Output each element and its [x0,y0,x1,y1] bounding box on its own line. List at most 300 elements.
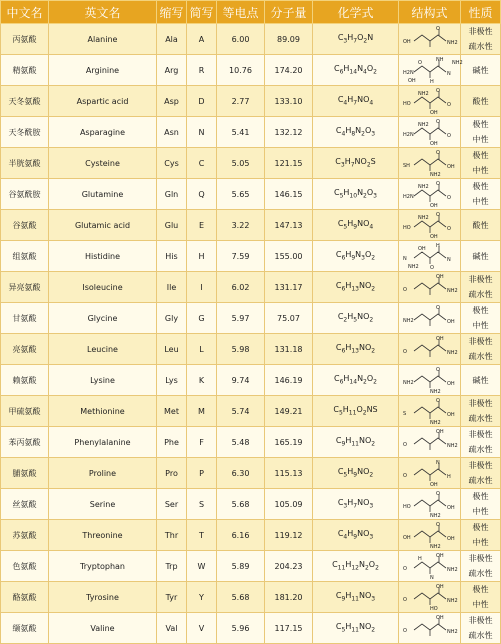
structure-atom-label: O [446,195,451,201]
abbr1-cell: M [187,396,217,427]
property-cell [461,396,501,427]
structure-atom-label: OH [417,246,426,252]
structure-cell [399,86,461,117]
structure-atom-label: OH [435,274,444,280]
formula-cell: $C_{11}H_{12}N_2O_2$ [313,551,399,582]
isoelectric-point-cell: 9.74 [217,365,265,396]
amino-acid-row [1,24,501,55]
structure-atom-label: OH [429,234,438,240]
cn-name-cell: 组氨酸 [1,241,49,272]
en-name-cell: Phenylalanine [49,427,157,458]
cn-name-cell: 谷氨酰胺 [1,179,49,210]
amino-acid-row [1,427,501,458]
header-property: 性质 [461,1,501,24]
amino-acid-row [1,334,501,365]
header-abbr3: 缩写 [157,1,187,24]
structure-atom-label: OH [435,584,444,590]
amino-acid-row [1,458,501,489]
abbr3-cell: Glu [157,210,187,241]
structure-atom-label: HO [402,225,411,231]
structure-atom-label: OH [429,110,438,116]
structure-cell [399,520,461,551]
property-tag: 中性 [472,166,489,175]
isoelectric-point-cell: 10.76 [217,55,265,86]
structure-atom-label: NH2 [429,172,441,178]
amino-acid-row [1,365,501,396]
structure-diagram [400,242,460,270]
header-molecular-weight: 分子量 [265,1,313,24]
amino-acid-row [1,303,501,334]
property-cell [461,520,501,551]
property-tag: 碱性 [472,251,489,261]
structure-diagram [400,180,460,208]
structure-atom-label: O [435,181,440,187]
abbr3-cell: Ser [157,489,187,520]
structure-diagram [400,149,460,177]
structure-diagram [400,87,460,115]
abbr1-cell: A [187,24,217,55]
structure-cell [399,179,461,210]
structure-atom-label: O [402,442,407,448]
structure-diagram [400,397,460,425]
header-cn-name: 中文名 [1,1,49,24]
en-name-cell: Aspartic acid [49,86,157,117]
molecular-weight-cell: 146.19 [265,365,313,396]
molecular-weight-cell: 155.00 [265,241,313,272]
en-name-cell: Leucine [49,334,157,365]
structure-cell [399,272,461,303]
amino-acid-row [1,551,501,582]
structure-atom-label: S [402,411,406,417]
structure-diagram [400,459,460,487]
abbr1-cell: F [187,427,217,458]
property-tag: 非极性 [468,461,493,470]
molecular-weight-cell: 105.09 [265,489,313,520]
molecular-weight-cell: 133.10 [265,86,313,117]
property-tag: 极性 [472,120,489,129]
cn-name-cell: 赖氨酸 [1,365,49,396]
structure-atom-label: OH [435,615,444,621]
structure-atom-label: N [446,257,451,263]
property-cell [461,24,501,55]
abbr3-cell: Met [157,396,187,427]
structure-atom-label: OH [429,482,438,488]
molecular-weight-cell: 181.20 [265,582,313,613]
structure-cell [399,117,461,148]
property-tag: 极性 [472,523,489,532]
structure-atom-label: O [402,287,407,293]
property-cell [461,117,501,148]
structure-diagram [400,304,460,332]
structure-atom-label: H [435,243,440,249]
structure-atom-label: OH [446,412,455,418]
abbr1-cell: D [187,86,217,117]
property-tag: 疏水性 [468,352,493,361]
abbr3-cell: Asp [157,86,187,117]
molecular-weight-cell: 117.15 [265,613,313,644]
property-tag: 疏水性 [468,569,493,578]
property-tag: 极性 [472,306,489,315]
amino-acid-row [1,489,501,520]
abbr3-cell: Asn [157,117,187,148]
property-cell [461,241,501,272]
structure-cell [399,24,461,55]
structure-atom-label: OH [446,164,455,170]
structure-atom-label: NH2 [417,184,429,190]
en-name-cell: Tryptophan [49,551,157,582]
structure-atom-label: O [446,226,451,232]
isoelectric-point-cell: 7.59 [217,241,265,272]
structure-atom-label: H [417,556,422,562]
property-tag: 碱性 [472,65,489,75]
structure-atom-label: H2N [402,194,414,200]
cn-name-cell: 丝氨酸 [1,489,49,520]
cn-name-cell: 苏氨酸 [1,520,49,551]
isoelectric-point-cell: 5.97 [217,303,265,334]
en-name-cell: Proline [49,458,157,489]
structure-atom-label: NH2 [446,567,458,573]
abbr1-cell: N [187,117,217,148]
property-cell [461,55,501,86]
isoelectric-point-cell: 6.00 [217,24,265,55]
structure-atom-label: OH [446,319,455,325]
structure-atom-label: O [402,566,407,572]
structure-atom-label: O [435,88,440,94]
property-cell [461,582,501,613]
isoelectric-point-cell: 5.68 [217,582,265,613]
formula-cell: $C_4H_7NO_4$ [313,86,399,117]
molecular-weight-cell: 89.09 [265,24,313,55]
abbr1-cell: G [187,303,217,334]
abbr1-cell: C [187,148,217,179]
molecular-weight-cell: 174.20 [265,55,313,86]
formula-cell: $C_5H_9NO_2$ [313,458,399,489]
formula-cell: $C_3H_7NO_3$ [313,489,399,520]
structure-atom-label: OH [446,381,455,387]
abbr3-cell: Thr [157,520,187,551]
structure-atom-label: O [402,628,407,634]
formula-cell: $C_9H_{11}NO_2$ [313,427,399,458]
structure-atom-label: HO [402,504,411,510]
structure-cell [399,148,461,179]
property-tag: 非极性 [468,337,493,346]
abbr1-cell: R [187,55,217,86]
structure-atom-label: OH [429,203,438,209]
abbr1-cell: W [187,551,217,582]
formula-cell: $C_5H_{10}N_2O_3$ [313,179,399,210]
isoelectric-point-cell: 5.74 [217,396,265,427]
property-tag: 疏水性 [468,414,493,423]
formula-cell: $C_2H_5NO_2$ [313,303,399,334]
structure-diagram [400,25,460,53]
header-abbr1: 简写 [187,1,217,24]
header-en-name: 英文名 [49,1,157,24]
amino-acid-row [1,613,501,644]
abbr3-cell: His [157,241,187,272]
molecular-weight-cell: 165.19 [265,427,313,458]
abbr3-cell: Pro [157,458,187,489]
amino-acid-rows [1,24,501,644]
isoelectric-point-cell: 5.41 [217,117,265,148]
en-name-cell: Histidine [49,241,157,272]
structure-atom-label: N [435,460,440,466]
molecular-weight-cell: 131.17 [265,272,313,303]
cn-name-cell: 缬氨酸 [1,613,49,644]
structure-atom-label: O [446,133,451,139]
structure-atom-label: O [435,491,440,497]
property-tag: 疏水性 [468,42,493,51]
en-name-cell: Glutamic acid [49,210,157,241]
amino-acid-row [1,210,501,241]
structure-atom-label: O [435,305,440,311]
property-cell [461,551,501,582]
isoelectric-point-cell: 6.30 [217,458,265,489]
structure-atom-label: NH2 [446,288,458,294]
structure-diagram [400,56,463,85]
formula-cell: $C_5H_{11}O_2NS$ [313,396,399,427]
abbr3-cell: Gly [157,303,187,334]
structure-atom-label: NH2 [446,350,458,356]
cn-name-cell: 谷氨酸 [1,210,49,241]
structure-atom-label: N [402,256,407,262]
structure-atom-label: O [435,212,440,218]
structure-diagram [400,118,460,146]
isoelectric-point-cell: 5.68 [217,489,265,520]
structure-diagram [400,583,460,611]
structure-atom-label: NH2 [429,513,441,519]
abbr3-cell: Cys [157,148,187,179]
amino-acid-row [1,520,501,551]
cn-name-cell: 酪氨酸 [1,582,49,613]
structure-atom-label: O [435,398,440,404]
structure-atom-label: HO [402,101,411,107]
molecular-weight-cell: 115.13 [265,458,313,489]
property-cell [461,210,501,241]
structure-atom-label: OH [402,39,411,45]
structure-atom-label: H [429,79,434,85]
header-row [1,1,501,24]
formula-cell: $C_4H_8N_2O_3$ [313,117,399,148]
structure-atom-label: NH2 [429,389,441,395]
formula-cell: $C_9H_{11}NO_3$ [313,582,399,613]
property-cell [461,489,501,520]
amino-acid-row [1,86,501,117]
cn-name-cell: 精氨酸 [1,55,49,86]
property-tag: 中性 [472,538,489,547]
structure-atom-label: OH [446,536,455,542]
molecular-weight-cell: 146.15 [265,179,313,210]
structure-cell [399,582,461,613]
abbr1-cell: P [187,458,217,489]
property-cell [461,365,501,396]
en-name-cell: Glycine [49,303,157,334]
structure-atom-label: OH [407,78,416,84]
structure-atom-label: O [435,367,440,373]
formula-cell: $C_5H_{11}NO_2$ [313,613,399,644]
cn-name-cell: 亮氨酸 [1,334,49,365]
abbr3-cell: Tyr [157,582,187,613]
molecular-weight-cell: 119.12 [265,520,313,551]
abbr3-cell: Lys [157,365,187,396]
molecular-weight-cell: 131.18 [265,334,313,365]
property-tag: 非极性 [468,27,493,36]
abbr1-cell: S [187,489,217,520]
amino-acid-row [1,148,501,179]
formula-cell: $C_3H_7NO_2S$ [313,148,399,179]
formula-cell: $C_5H_9NO_4$ [313,210,399,241]
property-cell [461,427,501,458]
abbr1-cell: L [187,334,217,365]
structure-atom-label: NH2 [429,420,441,426]
structure-atom-label: NH2 [446,40,458,46]
structure-atom-label: OH [435,553,444,559]
property-tag: 疏水性 [468,631,493,640]
property-cell [461,86,501,117]
abbr3-cell: Leu [157,334,187,365]
structure-atom-label: NH [435,57,443,63]
property-tag: 非极性 [468,554,493,563]
property-tag: 极性 [472,585,489,594]
property-tag: 极性 [472,151,489,160]
molecular-weight-cell: 75.07 [265,303,313,334]
cn-name-cell: 甘氨酸 [1,303,49,334]
structure-atom-label: NH2 [446,629,458,635]
structure-diagram [400,521,460,549]
abbr1-cell: K [187,365,217,396]
property-cell [461,458,501,489]
cn-name-cell: 天冬酰胺 [1,117,49,148]
property-tag: 非极性 [468,430,493,439]
abbr3-cell: Val [157,613,187,644]
structure-cell [399,458,461,489]
abbr1-cell: H [187,241,217,272]
header-isoelectric-point: 等电点 [217,1,265,24]
abbr3-cell: Ala [157,24,187,55]
structure-atom-label: H2N [402,70,414,76]
molecular-weight-cell: 204.23 [265,551,313,582]
isoelectric-point-cell: 3.22 [217,210,265,241]
structure-atom-label: HO [429,606,438,612]
structure-atom-label: O [402,597,407,603]
structure-atom-label: O [435,522,440,528]
header-structure: 结构式 [399,1,461,24]
property-cell [461,613,501,644]
structure-atom-label: OH [446,505,455,511]
structure-cell [399,365,461,396]
amino-acid-row [1,117,501,148]
structure-atom-label: NH2 [417,122,429,128]
formula-cell: $C_6H_9N_3O_2$ [313,241,399,272]
structure-atom-label: O [429,265,434,271]
property-cell [461,148,501,179]
structure-cell [399,210,461,241]
structure-atom-label: SH [402,163,410,169]
structure-diagram [400,614,460,642]
en-name-cell: Cysteine [49,148,157,179]
property-cell [461,179,501,210]
structure-atom-label: OH [435,336,444,342]
structure-atom-label: NH2 [417,91,429,97]
property-tag: 非极性 [468,275,493,284]
abbr3-cell: Ile [157,272,187,303]
structure-atom-label: O [435,150,440,156]
isoelectric-point-cell: 6.16 [217,520,265,551]
structure-cell [399,303,461,334]
abbr1-cell: Y [187,582,217,613]
abbr3-cell: Phe [157,427,187,458]
molecular-weight-cell: 147.13 [265,210,313,241]
property-tag: 碱性 [472,375,489,385]
cn-name-cell: 半胱氨酸 [1,148,49,179]
abbr1-cell: V [187,613,217,644]
isoelectric-point-cell: 6.02 [217,272,265,303]
isoelectric-point-cell: 5.48 [217,427,265,458]
structure-atom-label: O [402,349,407,355]
cn-name-cell: 色氨酸 [1,551,49,582]
cn-name-cell: 甲硫氨酸 [1,396,49,427]
abbr1-cell: I [187,272,217,303]
molecular-weight-cell: 132.12 [265,117,313,148]
property-cell [461,272,501,303]
structure-atom-label: OH [435,429,444,435]
structure-diagram [400,428,460,456]
structure-cell [399,396,461,427]
abbr1-cell: Q [187,179,217,210]
structure-atom-label: NH2 [451,60,463,66]
structure-atom-label: O [435,119,440,125]
amino-acid-row [1,55,501,86]
cn-name-cell: 天冬氨酸 [1,86,49,117]
amino-acid-row [1,396,501,427]
formula-cell: $C_4H_9NO_3$ [313,520,399,551]
property-tag: 非极性 [468,616,493,625]
structure-atom-label: NH2 [446,598,458,604]
structure-atom-label: O [446,102,451,108]
en-name-cell: Methionine [49,396,157,427]
structure-atom-label: OH [429,141,438,147]
abbr3-cell: Trp [157,551,187,582]
property-tag: 中性 [472,197,489,206]
molecular-weight-cell: 121.15 [265,148,313,179]
structure-cell [399,489,461,520]
en-name-cell: Lysine [49,365,157,396]
en-name-cell: Glutamine [49,179,157,210]
cn-name-cell: 脯氨酸 [1,458,49,489]
property-cell [461,303,501,334]
en-name-cell: Isoleucine [49,272,157,303]
structure-cell [399,241,461,272]
isoelectric-point-cell: 5.05 [217,148,265,179]
property-tag: 中性 [472,507,489,516]
property-tag: 疏水性 [468,445,493,454]
isoelectric-point-cell: 5.89 [217,551,265,582]
abbr3-cell: Gln [157,179,187,210]
en-name-cell: Tyrosine [49,582,157,613]
formula-cell: $C_6H_{13}NO_2$ [313,334,399,365]
isoelectric-point-cell: 5.96 [217,613,265,644]
structure-cell [399,334,461,365]
structure-cell [399,55,461,86]
property-tag: 非极性 [468,399,493,408]
structure-atom-label: O [402,473,407,479]
en-name-cell: Alanine [49,24,157,55]
structure-diagram [400,211,460,239]
cn-name-cell: 苯丙氨酸 [1,427,49,458]
structure-atom-label: NH2 [417,215,429,221]
structure-cell [399,613,461,644]
en-name-cell: Threonine [49,520,157,551]
structure-atom-label: N [429,575,434,581]
